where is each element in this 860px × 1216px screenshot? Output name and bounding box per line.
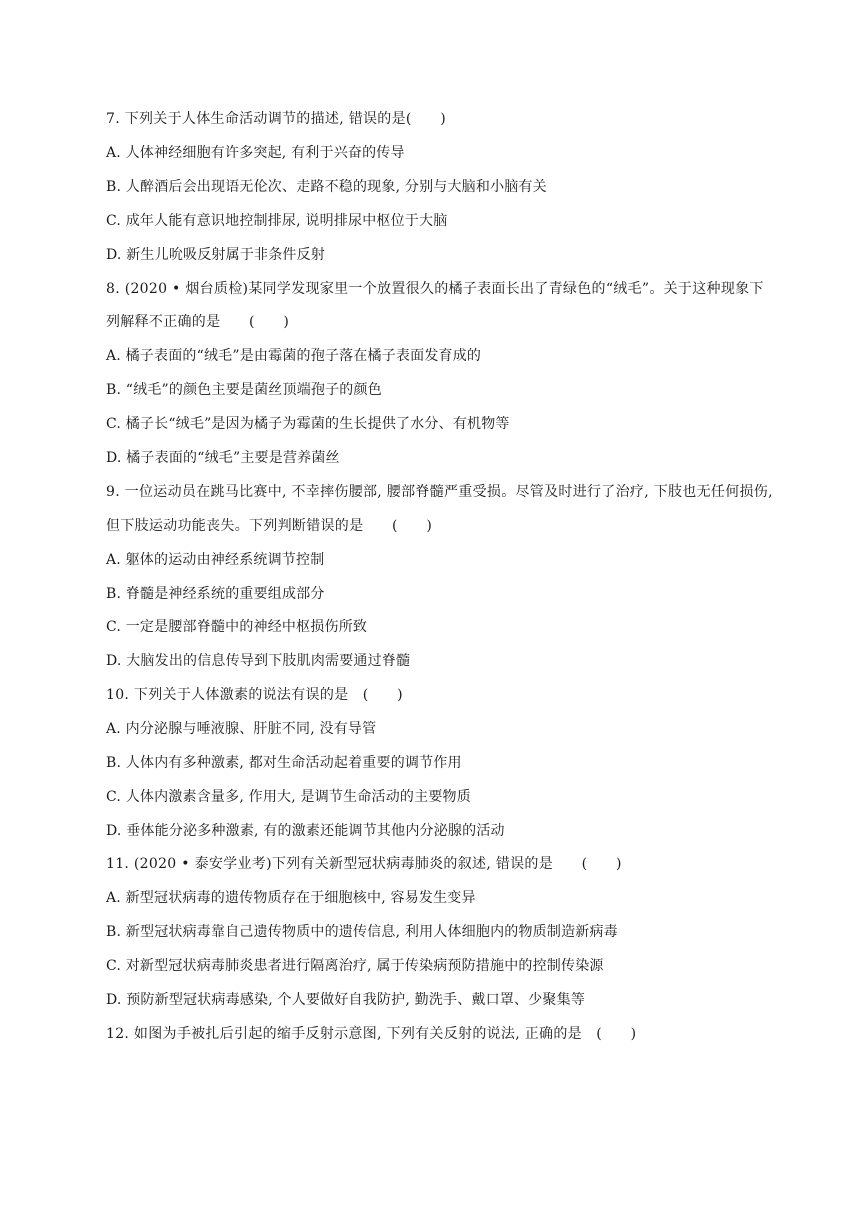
question-11-option-b: B. 新型冠状病毒靠自己遗传物质中的遗传信息, 利用人体细胞内的物质制造新病毒 <box>106 924 618 940</box>
question-12-stem: 12. 如图为手被扎后引起的缩手反射示意图, 下列有关反射的说法, 正确的是 ( ) <box>106 1026 637 1042</box>
question-7-option-d: D. 新生儿吮吸反射属于非条件反射 <box>106 247 326 263</box>
question-10-stem: 10. 下列关于人体激素的说法有误的是 ( ) <box>106 687 403 703</box>
question-10-option-c: C. 人体内激素含量多, 作用大, 是调节生命活动的主要物质 <box>106 789 471 805</box>
question-7-option-a: A. 人体神经细胞有许多突起, 有利于兴奋的传导 <box>106 145 405 161</box>
question-8-option-a: A. 橘子表面的“绒毛”是由霉菌的孢子落在橘子表面发育成的 <box>106 348 482 364</box>
question-9-stem-line-1: 9. 一位运动员在跳马比赛中, 不幸摔伤腰部, 腰部脊髓严重受损。尽管及时进行了治疗, 下肢也无任何损伤, <box>106 484 773 500</box>
question-10-option-a: A. 内分泌腺与唾液腺、肝脏不同, 没有导管 <box>106 721 377 737</box>
question-8-stem-line-1: 8. (2020 • 烟台质检)某同学发现家里一个放置很久的橘子表面长出了青绿色的“绒毛”。关于这种现象下 <box>106 281 764 297</box>
question-9-option-d: D. 大脑发出的信息传导到下肢肌肉需要通过脊髓 <box>106 653 411 669</box>
question-11-option-c: C. 对新型冠状病毒肺炎患者进行隔离治疗, 属于传染病预防措施中的控制传染源 <box>106 958 604 974</box>
question-11-option-d: D. 预防新型冠状病毒感染, 个人要做好自我防护, 勤洗手、戴口罩、少聚集等 <box>106 992 586 1008</box>
question-10-option-d: D. 垂体能分泌多种激素, 有的激素还能调节其他内分泌腺的活动 <box>106 823 505 839</box>
question-10-option-b: B. 人体内有多种激素, 都对生命活动起着重要的调节作用 <box>106 755 462 771</box>
question-7-stem: 7. 下列关于人体生命活动调节的描述, 错误的是( ) <box>106 111 447 127</box>
question-9-option-c: C. 一定是腰部脊髓中的神经中枢损伤所致 <box>106 619 368 635</box>
question-8-stem-line-2: 列解释不正确的是 ( ) <box>106 314 290 330</box>
question-8-option-b: B. “绒毛”的颜色主要是菌丝顶端孢子的颜色 <box>106 382 382 398</box>
question-9-option-b: B. 脊髓是神经系统的重要组成部分 <box>106 586 325 602</box>
question-9-stem-line-2: 但下肢运动功能丧失。下列判断错误的是 ( ) <box>106 518 433 534</box>
question-9-option-a: A. 躯体的运动由神经系统调节控制 <box>106 552 325 568</box>
question-8-option-d: D. 橘子表面的“绒毛”主要是营养菌丝 <box>106 450 340 466</box>
question-7-option-c: C. 成年人能有意识地控制排尿, 说明排尿中枢位于大脑 <box>106 213 448 229</box>
question-8-option-c: C. 橘子长“绒毛”是因为橘子为霉菌的生长提供了水分、有机物等 <box>106 416 510 432</box>
question-11-option-a: A. 新型冠状病毒的遗传物质存在于细胞核中, 容易发生变异 <box>106 890 476 906</box>
question-7-option-b: B. 人醉酒后会出现语无伦次、走路不稳的现象, 分别与大脑和小脑有关 <box>106 179 547 195</box>
question-11-stem: 11. (2020 • 泰安学业考)下列有关新型冠状病毒肺炎的叙述, 错误的是 ( ) <box>106 856 622 872</box>
